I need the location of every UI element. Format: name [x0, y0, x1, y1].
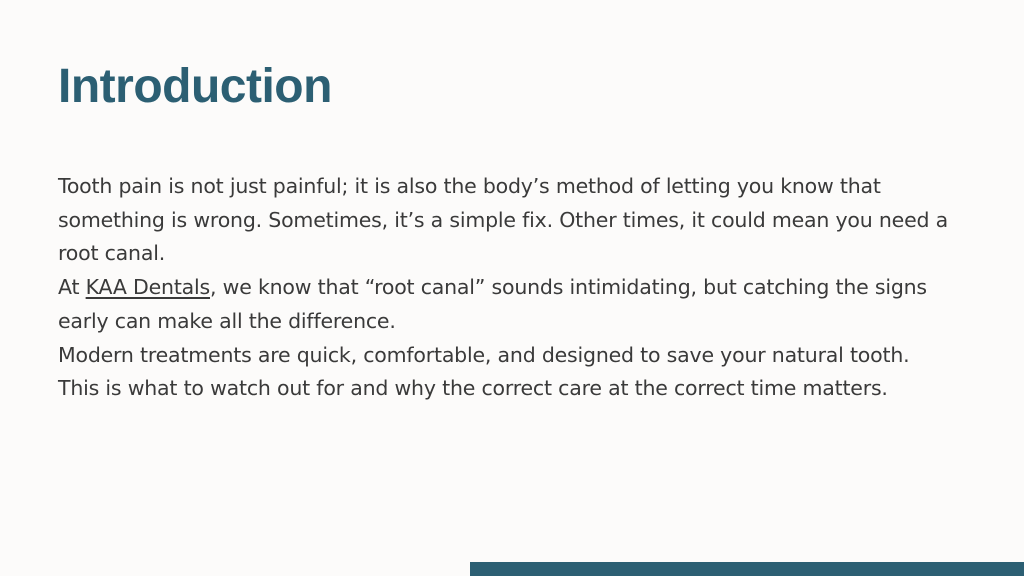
paragraph-intro: Tooth pain is not just painful; it is also the body’s method of letting you know that something is wrong. Sometimes, it’s a simple fix. Other times, it could mean you need a root canal.: [58, 174, 948, 266]
accent-bar: [470, 562, 1024, 576]
paragraph-clinic-prefix: At: [58, 275, 86, 300]
paragraph-treatments: Modern treatments are quick, comfortable, and designed to save your natural tooth.: [58, 342, 910, 367]
paragraph-clinic-suffix: , we know that “root canal” sounds intimidating, but catching the signs early can make all the difference.: [58, 275, 927, 333]
slide-body: [58, 170, 958, 406]
kaa-dentals-link[interactable]: KAA Dentals: [85, 275, 211, 300]
paragraph-watch-out: This is what to watch out for and why the correct care at the correct time matters.: [58, 376, 888, 401]
slide-title: Introduction: [58, 60, 332, 113]
paragraph-clinic: [58, 271, 958, 338]
